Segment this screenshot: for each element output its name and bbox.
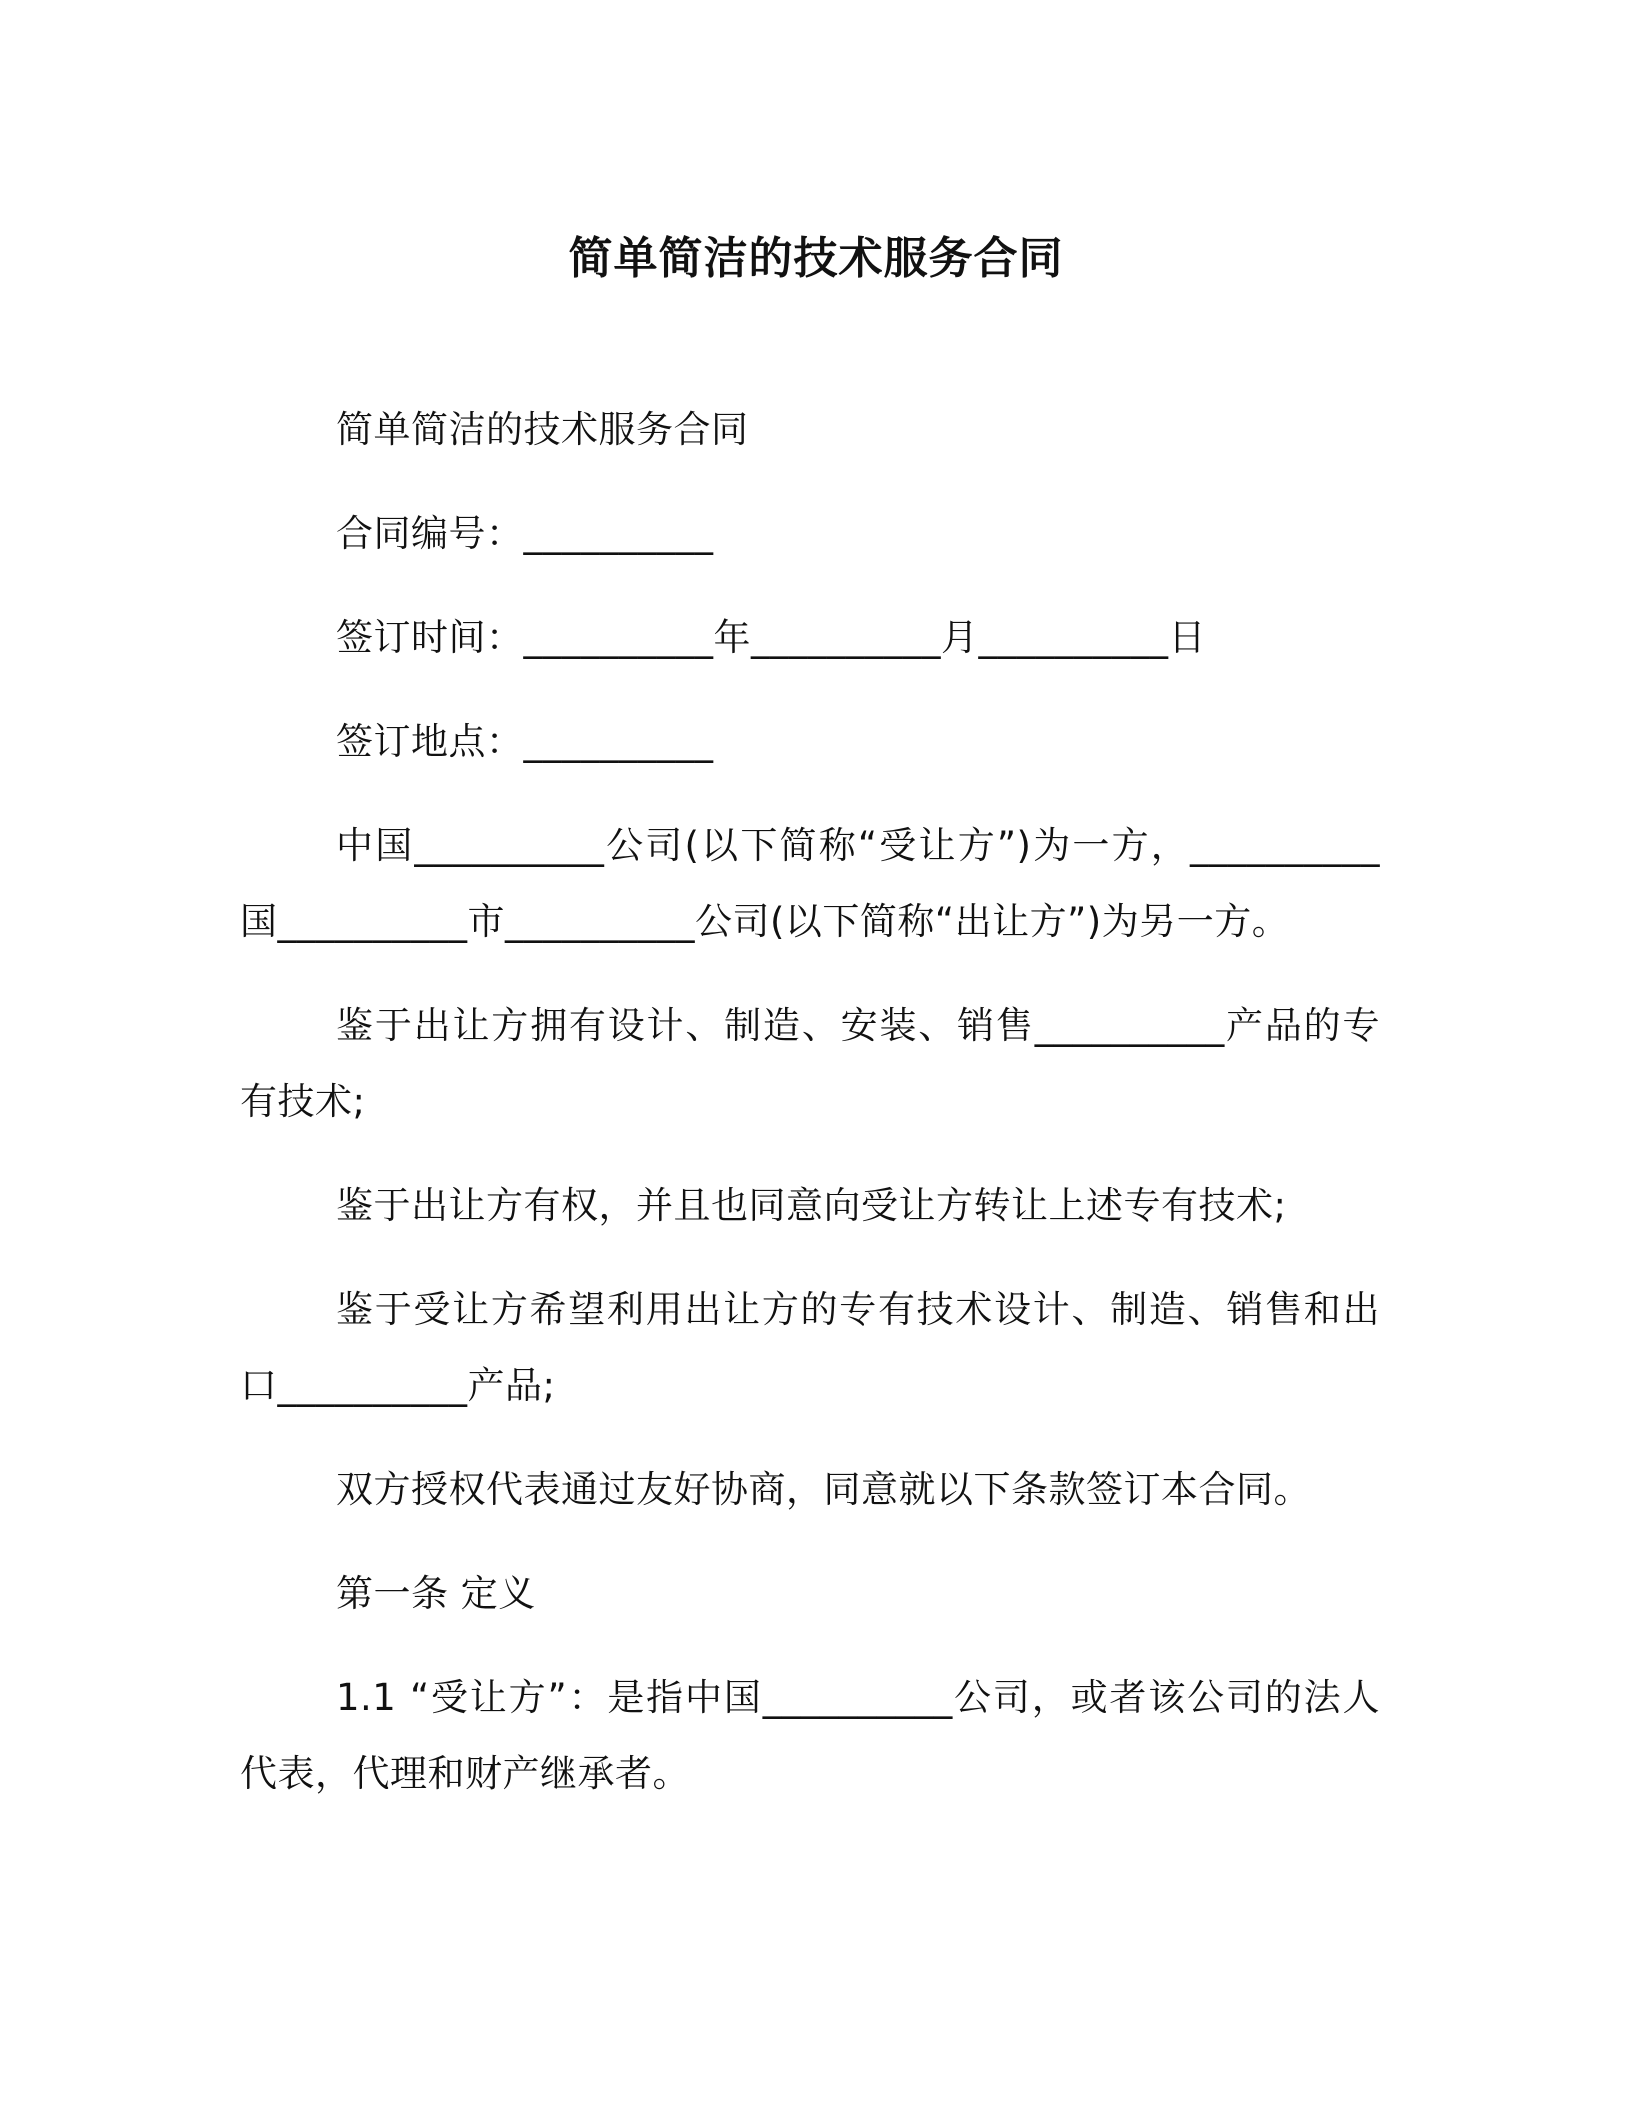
subtitle-paragraph: 简单简洁的技术服务合同 [336, 408, 749, 451]
document-title: 简单简洁的技术服务合同 [568, 233, 1064, 284]
recital-1-paragraph: 鉴于出让方拥有设计、制造、安装、销售__________产品的专有技术; [240, 1004, 1380, 1123]
article-1-heading: 第一条 定义 [336, 1572, 536, 1615]
signing-place-line: 签订地点：__________ [336, 720, 714, 763]
recital-3-paragraph: 鉴于受让方希望利用出让方的专有技术设计、制造、销售和出口__________产品; [240, 1288, 1380, 1407]
document-body [240, 392, 1380, 1840]
recital-2-paragraph: 鉴于出让方有权，并且也同意向受让方转让上述专有技术; [336, 1184, 1287, 1227]
contract-number-line: 合同编号：__________ [336, 512, 714, 555]
agreement-paragraph: 双方授权代表通过友好协商，同意就以下条款签订本合同。 [336, 1468, 1311, 1511]
definition-1-1-paragraph: 1.1 “受让方”：是指中国__________公司，或者该公司的法人代表，代理和财产继承者。 [240, 1676, 1380, 1795]
signing-date-line: 签订时间：__________年__________月__________日 [336, 616, 1206, 659]
parties-paragraph: 中国__________公司(以下简称“受让方”)为一方，__________国__________市__________公司(以下简称“出让方”)为另一方。 [240, 824, 1380, 943]
